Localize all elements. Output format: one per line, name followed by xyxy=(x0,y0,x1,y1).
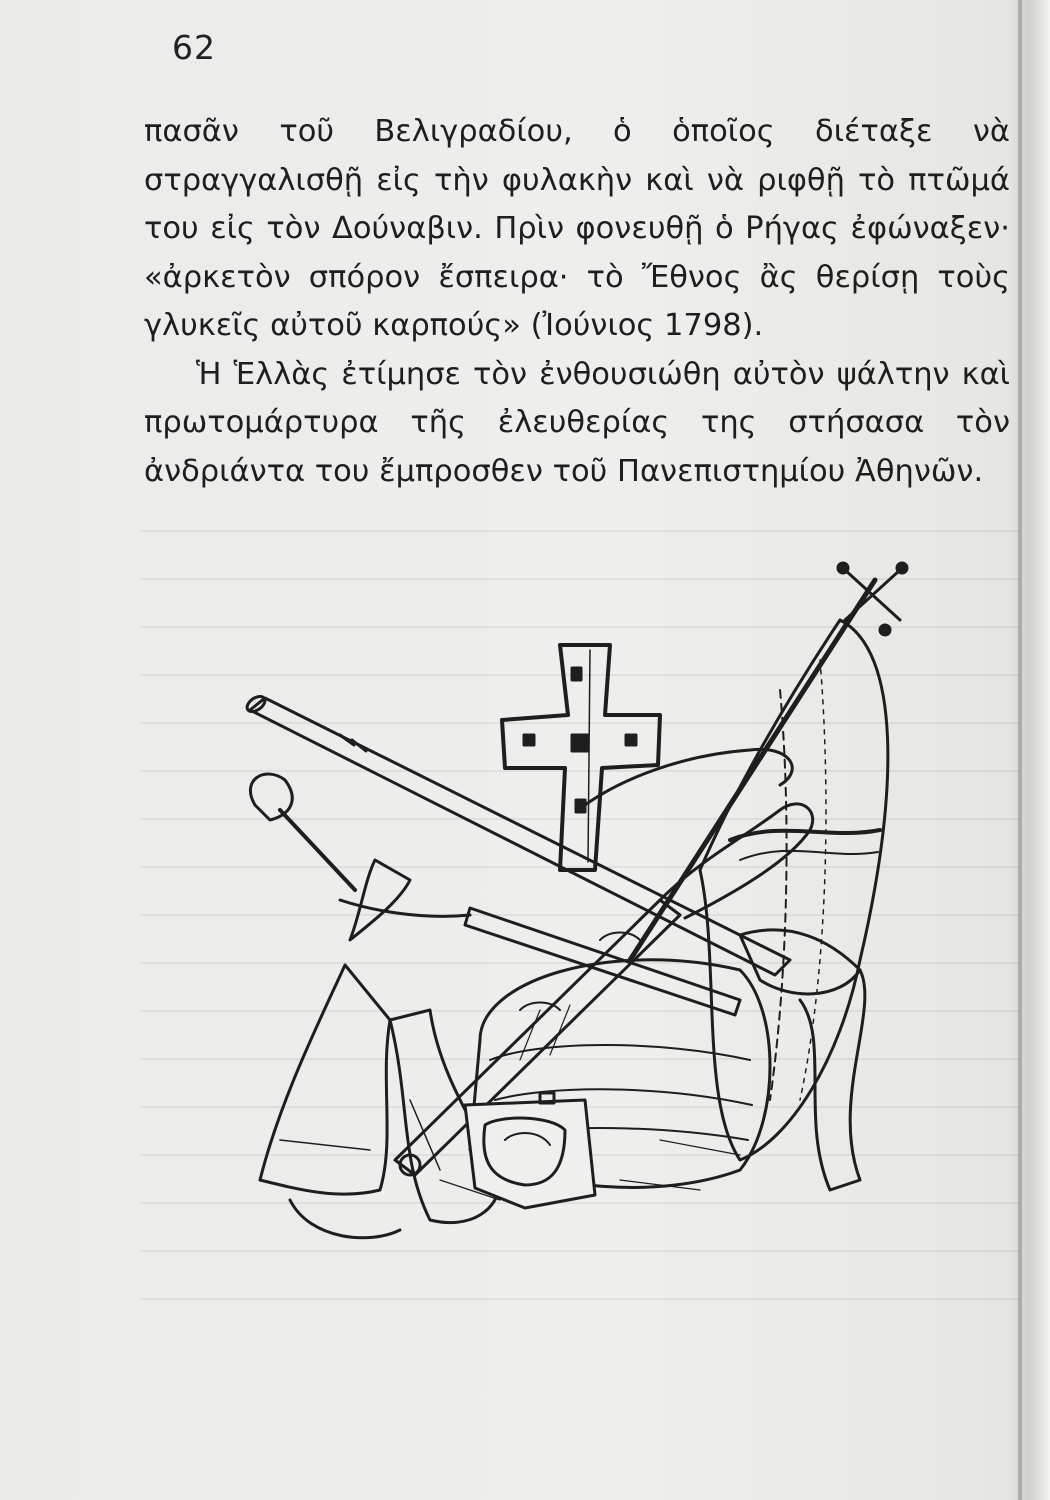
engraving-illustration xyxy=(140,540,940,1290)
drapery-drawing xyxy=(260,965,500,1238)
cartridge-box-drawing xyxy=(465,1093,595,1208)
page-spine-edge xyxy=(1018,0,1022,1500)
body-text xyxy=(144,108,1010,496)
paragraph-2: Ἡ Ἑλλὰς ἐτίμησε τὸν ἐνθουσιώθη αὐτὸν ψάλτην καὶ πρωτομάρτυρα τῆς ἐλευθερίας της στήσασα τὸν ἀνδριάντα του ἔμπροσθεν τοῦ Πανεπιστημίου Ἀθηνῶν. xyxy=(144,356,1010,489)
paragraph-1: πασᾶν τοῦ Βελιγραδίου, ὁ ὁποῖος διέταξε νὰ στραγγαλισθῇ εἰς τὴν φυλακὴν καὶ νὰ ριφθῇ τὸ πτῶμά του εἰς τὸν Δούναβιν. Πρὶν φονευθῇ ὁ Ρήγας ἐφώναξεν· «ἀρκετὸν σπόρον ἔσπειρα· τὸ Ἔθνος ἂς θερίσῃ τοὺς γλυκεῖς αὐτοῦ καρπούς» (Ἰούνιος 1798). xyxy=(144,114,1010,343)
cross-drawing xyxy=(502,645,660,870)
page-number: 62 xyxy=(172,28,216,67)
